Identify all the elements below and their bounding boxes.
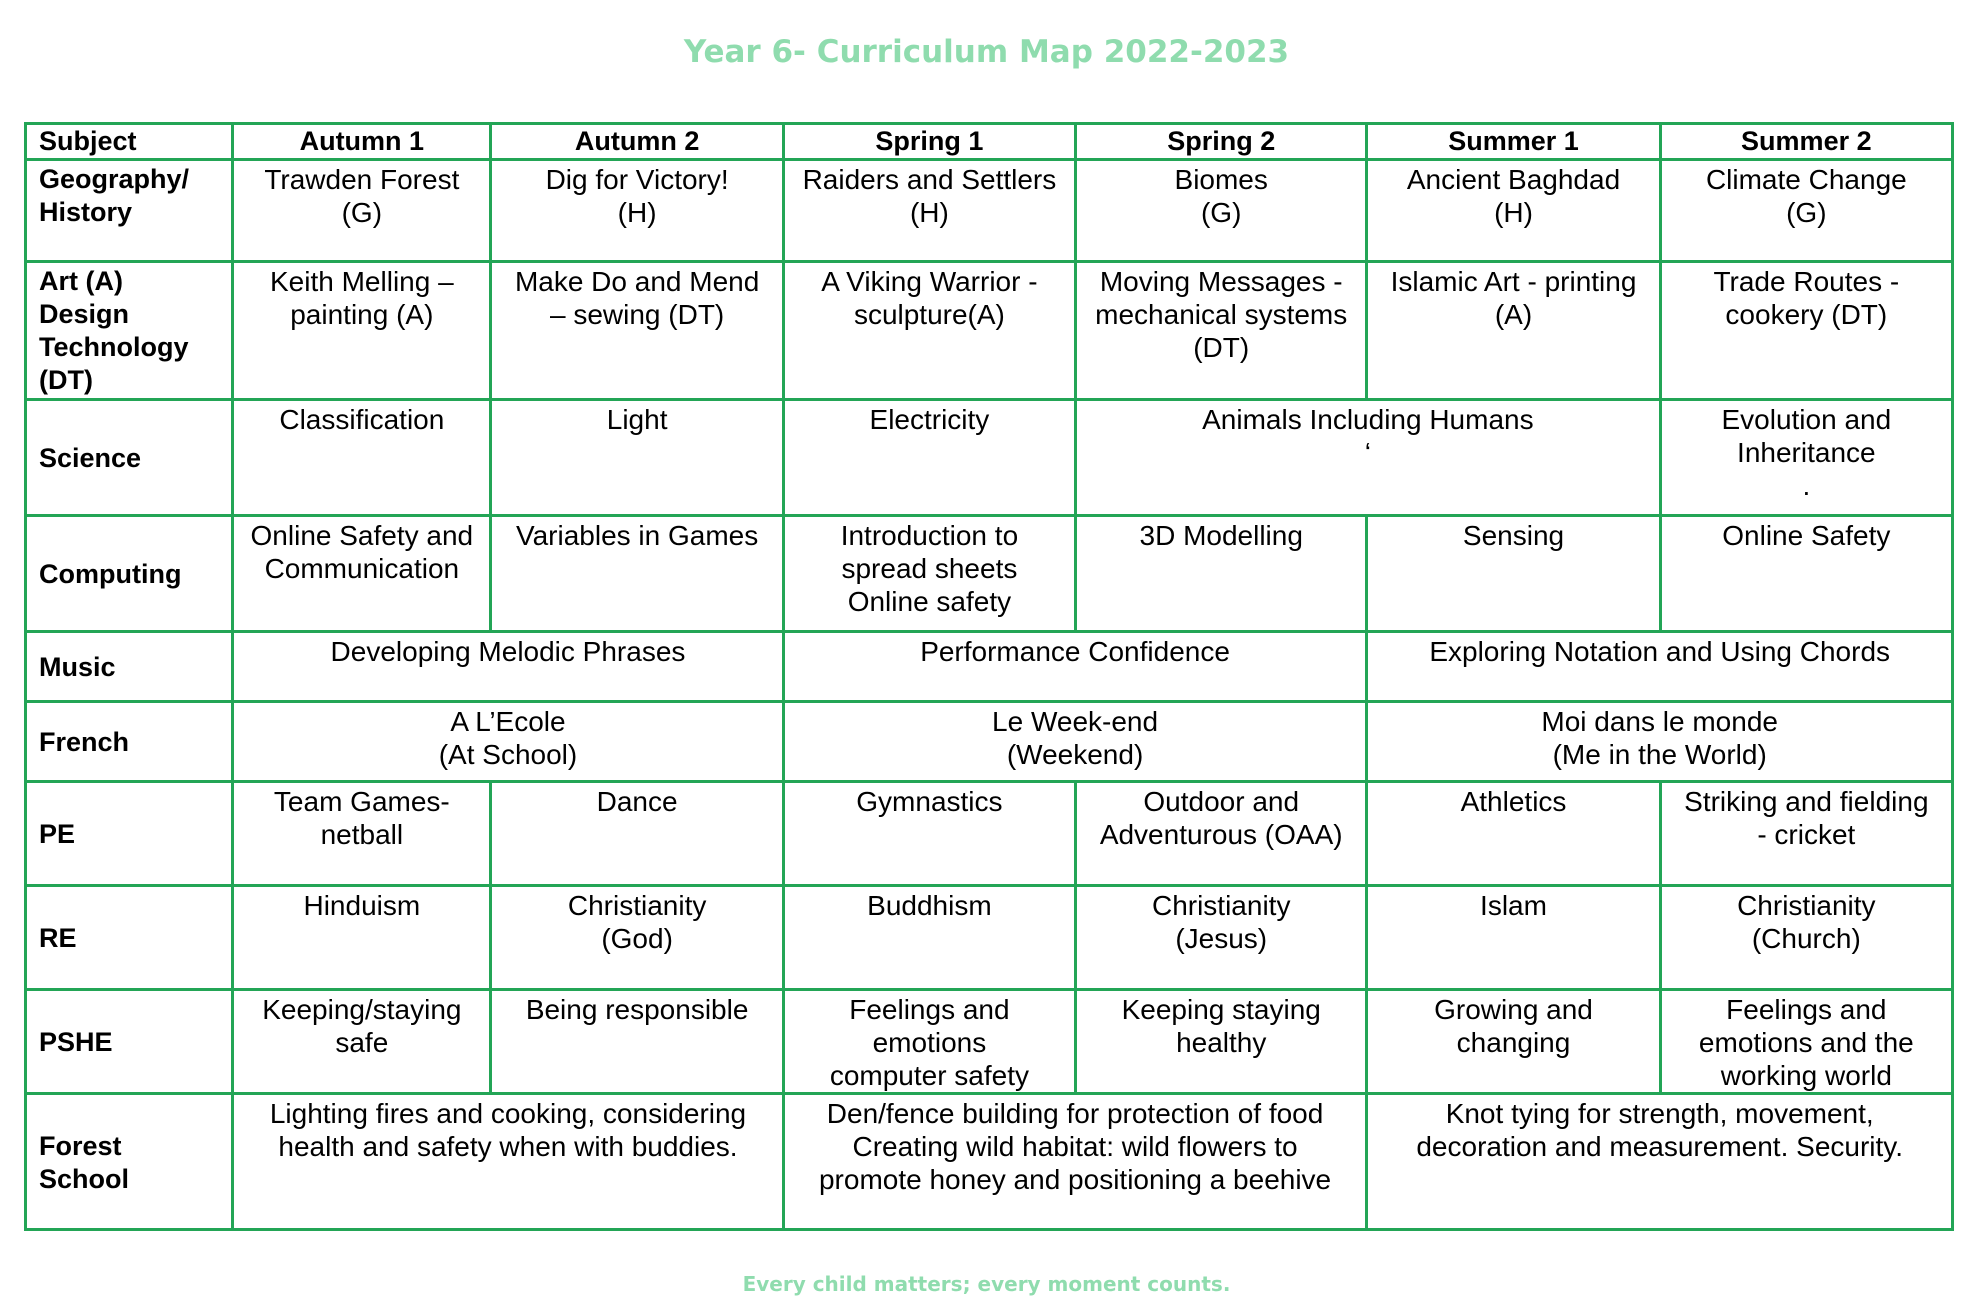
cell-science-spring-1: Electricity (783, 400, 1075, 516)
cell-geo-spring-2: Biomes (G) (1076, 160, 1367, 262)
cell-pe-summer-2: Striking and fielding - cricket (1660, 782, 1952, 886)
cell-art-spring-2: Moving Messages - mechanical systems (DT) (1076, 262, 1367, 400)
header-spring-1: Spring 1 (783, 124, 1075, 160)
row-pe (26, 782, 1953, 886)
footer-motto: Every child matters; every moment counts. (742, 1272, 1231, 1296)
cell-geo-spring-1: Raiders and Settlers (H) (783, 160, 1075, 262)
cell-re-spring-2: Christianity (Jesus) (1076, 886, 1367, 990)
cell-computing-summer-1: Sensing (1367, 516, 1660, 632)
cell-art-autumn-1: Keith Melling – painting (A) (233, 262, 491, 400)
cell-re-spring-1: Buddhism (783, 886, 1075, 990)
subject-forest-school: Forest School (26, 1094, 233, 1230)
subject-pe: PE (26, 782, 233, 886)
cell-pe-spring-2: Outdoor and Adventurous (OAA) (1076, 782, 1367, 886)
cell-re-summer-1: Islam (1367, 886, 1660, 990)
cell-french-autumn: A L’Ecole (At School) (233, 702, 784, 782)
header-autumn-2: Autumn 2 (491, 124, 783, 160)
header-summer-1: Summer 1 (1367, 124, 1660, 160)
row-music (26, 632, 1953, 702)
subject-geography-history: Geography/ History (26, 160, 233, 262)
cell-french-spring: Le Week-end (Weekend) (783, 702, 1367, 782)
cell-pe-summer-1: Athletics (1367, 782, 1660, 886)
header-autumn-1: Autumn 1 (233, 124, 491, 160)
cell-science-autumn-2: Light (491, 400, 783, 516)
cell-computing-spring-1: Introduction to spread sheets Online safety (783, 516, 1075, 632)
cell-pe-autumn-1: Team Games- netball (233, 782, 491, 886)
subject-science: Science (26, 400, 233, 516)
row-re (26, 886, 1953, 990)
cell-pshe-autumn-1: Keeping/staying safe (233, 990, 491, 1094)
subject-music: Music (26, 632, 233, 702)
cell-computing-autumn-2: Variables in Games (491, 516, 783, 632)
cell-french-summer: Moi dans le monde (Me in the World) (1367, 702, 1953, 782)
cell-science-autumn-1: Classification (233, 400, 491, 516)
cell-geo-autumn-2: Dig for Victory! (H) (491, 160, 783, 262)
cell-art-summer-1: Islamic Art - printing (A) (1367, 262, 1660, 400)
page-title: Year 6- Curriculum Map 2022-2023 (683, 34, 1290, 70)
cell-forest-summer: Knot tying for strength, movement, decoration and measurement. Security. (1367, 1094, 1953, 1230)
cell-pshe-autumn-2: Being responsible (491, 990, 783, 1094)
row-pshe (26, 990, 1953, 1094)
row-forest-school (26, 1094, 1953, 1230)
cell-art-autumn-2: Make Do and Mend – sewing (DT) (491, 262, 783, 400)
row-geography-history (26, 160, 1953, 262)
cell-music-autumn: Developing Melodic Phrases (233, 632, 784, 702)
cell-art-spring-1: A Viking Warrior - sculpture(A) (783, 262, 1075, 400)
cell-pe-autumn-2: Dance (491, 782, 783, 886)
subject-re: RE (26, 886, 233, 990)
cell-pshe-spring-1: Feelings and emotions computer safety (783, 990, 1075, 1094)
cell-pshe-spring-2: Keeping staying healthy (1076, 990, 1367, 1094)
cell-forest-spring: Den/fence building for protection of food Creating wild habitat: wild flowers to promote honey and positioning a beehive (783, 1094, 1367, 1230)
cell-pshe-summer-2: Feelings and emotions and the working world (1660, 990, 1952, 1094)
cell-pe-spring-1: Gymnastics (783, 782, 1075, 886)
cell-pshe-summer-1: Growing and changing (1367, 990, 1660, 1094)
row-science (26, 400, 1953, 516)
cell-geo-summer-2: Climate Change (G) (1660, 160, 1952, 262)
cell-music-spring: Performance Confidence (783, 632, 1367, 702)
header-row (26, 124, 1953, 160)
cell-computing-autumn-1: Online Safety and Communication (233, 516, 491, 632)
cell-music-summer: Exploring Notation and Using Chords (1367, 632, 1953, 702)
cell-re-summer-2: Christianity (Church) (1660, 886, 1952, 990)
subject-computing: Computing (26, 516, 233, 632)
cell-geo-autumn-1: Trawden Forest (G) (233, 160, 491, 262)
row-french (26, 702, 1953, 782)
cell-science-summer-2: Evolution and Inheritance . (1660, 400, 1952, 516)
cell-re-autumn-1: Hinduism (233, 886, 491, 990)
header-spring-2: Spring 2 (1076, 124, 1367, 160)
cell-science-spring-2-summer-1: Animals Including Humans ‘ (1076, 400, 1661, 516)
cell-computing-summer-2: Online Safety (1660, 516, 1952, 632)
subject-french: French (26, 702, 233, 782)
cell-computing-spring-2: 3D Modelling (1076, 516, 1367, 632)
row-computing (26, 516, 1953, 632)
cell-re-autumn-2: Christianity (God) (491, 886, 783, 990)
curriculum-table (24, 122, 1954, 1231)
subject-pshe: PSHE (26, 990, 233, 1094)
row-art-dt (26, 262, 1953, 400)
header-summer-2: Summer 2 (1660, 124, 1952, 160)
header-subject: Subject (26, 124, 233, 160)
subject-art-dt: Art (A) Design Technology (DT) (26, 262, 233, 400)
cell-forest-autumn: Lighting fires and cooking, considering health and safety when with buddies. (233, 1094, 784, 1230)
cell-art-summer-2: Trade Routes - cookery (DT) (1660, 262, 1952, 400)
cell-geo-summer-1: Ancient Baghdad (H) (1367, 160, 1660, 262)
